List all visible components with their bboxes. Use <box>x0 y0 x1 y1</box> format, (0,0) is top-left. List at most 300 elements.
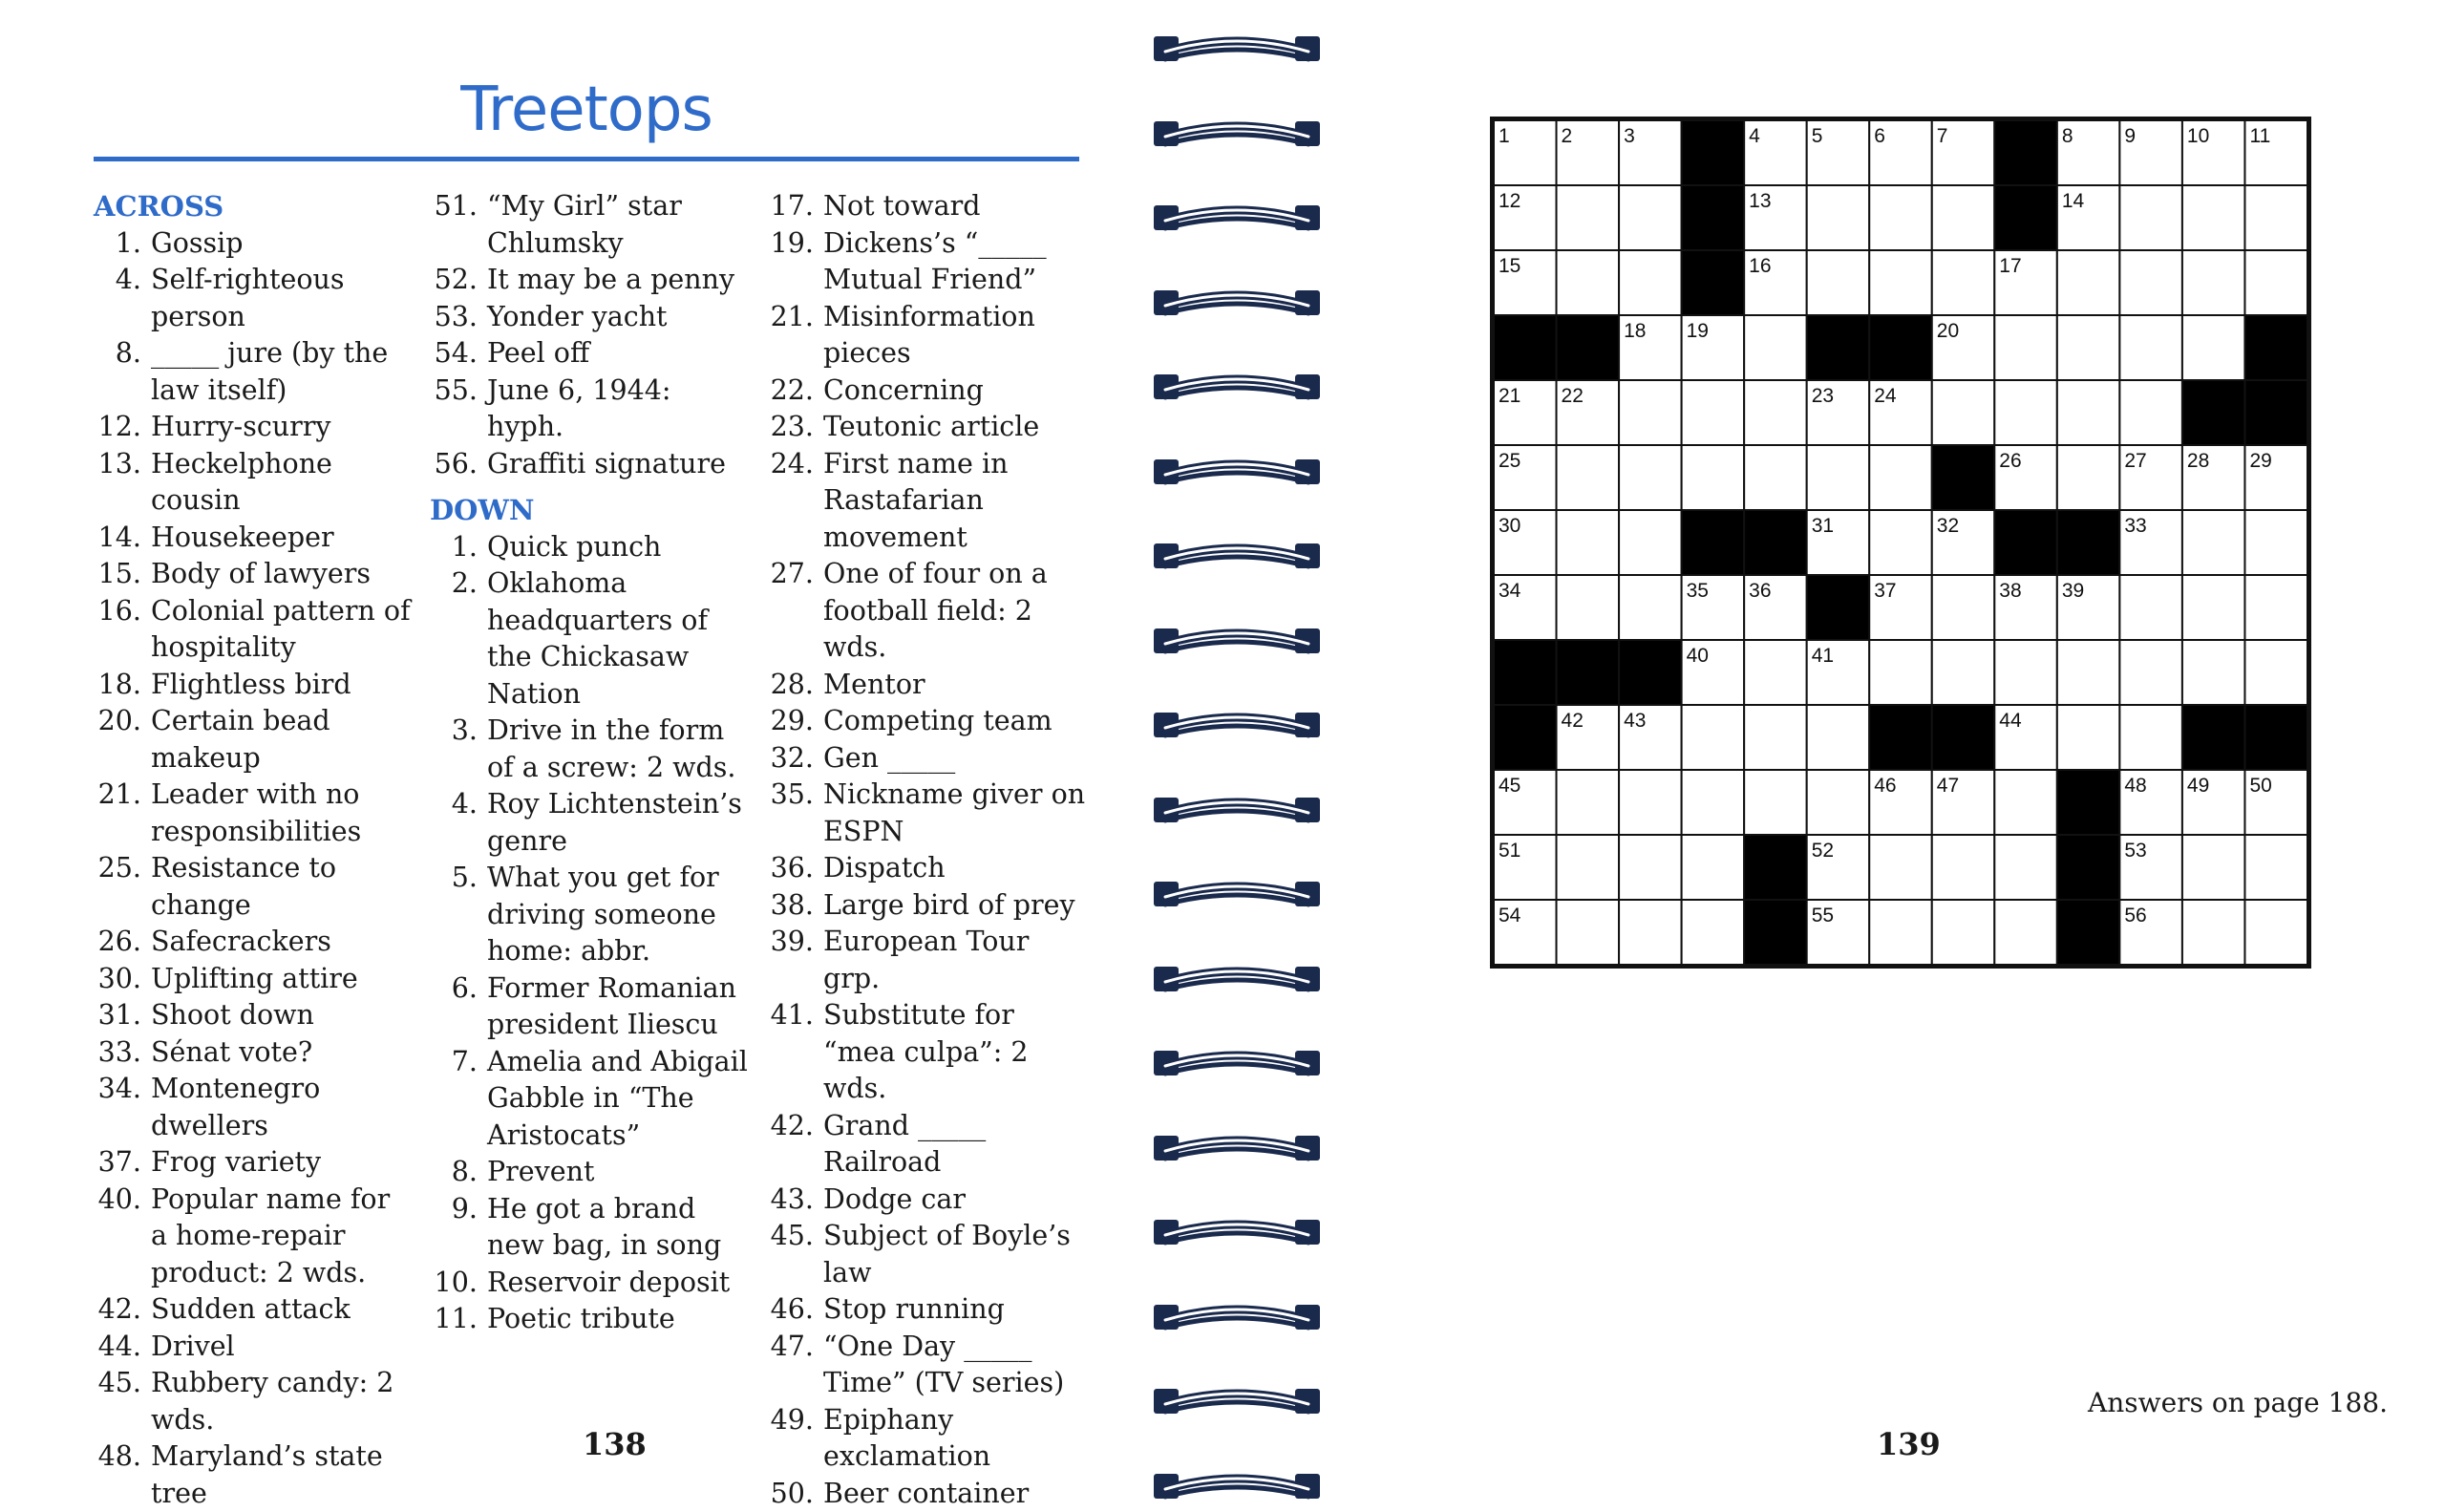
grid-cell[interactable] <box>1807 445 1870 510</box>
clues-column-3 <box>766 188 1091 1512</box>
clue-text: Drivel <box>151 1329 414 1366</box>
grid-cell[interactable] <box>1869 510 1932 575</box>
cell-number: 50 <box>2249 775 2271 797</box>
across-clue[interactable] <box>94 593 414 667</box>
cell-number: 19 <box>1687 320 1709 342</box>
cell-number: 51 <box>1499 840 1520 862</box>
clues-column-1 <box>94 188 414 1512</box>
clue-text: Large bird of prey <box>823 887 1091 925</box>
cell-number: 45 <box>1499 775 1520 797</box>
grid-block <box>1619 640 1682 705</box>
grid-cell[interactable] <box>2057 380 2120 445</box>
clue-number: 52. <box>430 262 487 299</box>
down-clue[interactable] <box>766 188 1091 225</box>
across-clue[interactable] <box>94 446 414 520</box>
down-clue[interactable] <box>430 565 755 713</box>
cell-number: 31 <box>1812 515 1834 537</box>
across-header: ACROSS <box>94 188 414 225</box>
clue-number: 35. <box>766 777 823 850</box>
across-clue[interactable] <box>94 1144 414 1182</box>
grid-cell[interactable] <box>2057 445 2120 510</box>
grid-cell[interactable] <box>2182 640 2245 705</box>
grid-cell[interactable] <box>2244 900 2307 965</box>
cell-number: 12 <box>1499 190 1520 212</box>
down-clue[interactable] <box>430 529 755 566</box>
clue-number: 9. <box>430 1191 487 1265</box>
grid-cell[interactable] <box>1994 900 2057 965</box>
grid-cell[interactable] <box>2182 185 2245 250</box>
clue-text: Rubbery candy: 2 wds. <box>151 1365 414 1438</box>
title-divider <box>94 157 1079 161</box>
down-clue[interactable] <box>430 970 755 1044</box>
grid-cell[interactable] <box>1682 380 1745 445</box>
down-clue[interactable] <box>766 1291 1091 1329</box>
across-clue[interactable] <box>430 446 755 483</box>
cell-number: 16 <box>1749 255 1771 277</box>
across-clue[interactable] <box>430 188 755 262</box>
cell-number: 43 <box>1624 710 1646 732</box>
clue-number: 45. <box>94 1365 151 1438</box>
clue-text: Popular name for a home-repair product: 2 wds. <box>151 1182 414 1292</box>
grid-cell[interactable] <box>1932 380 1995 445</box>
across-clue[interactable] <box>94 703 414 777</box>
grid-cell[interactable] <box>2057 315 2120 380</box>
clue-number: 56. <box>430 446 487 483</box>
across-clue[interactable] <box>430 262 755 299</box>
across-clue[interactable] <box>430 299 755 336</box>
spiral-ring <box>1146 1383 1328 1417</box>
across-clue[interactable] <box>94 409 414 446</box>
clue-number: 16. <box>94 593 151 667</box>
grid-cell[interactable] <box>1869 250 1932 315</box>
across-clue[interactable] <box>94 1365 414 1438</box>
grid-block <box>2057 900 2120 965</box>
grid-block <box>1682 510 1745 575</box>
clue-number: 36. <box>766 850 823 887</box>
cell-number: 9 <box>2124 125 2136 147</box>
clue-text: Certain bead makeup <box>151 703 414 777</box>
grid-cell[interactable] <box>1994 380 2057 445</box>
clue-text: Roy Lichtenstein’s genre <box>487 786 755 860</box>
grid-cell[interactable] <box>1932 575 1995 640</box>
grid-cell[interactable] <box>1682 835 1745 900</box>
clue-text: He got a brand new bag, in song <box>487 1191 755 1265</box>
across-clue[interactable] <box>430 335 755 373</box>
down-clue[interactable] <box>766 446 1091 557</box>
across-clue[interactable] <box>94 520 414 557</box>
clue-text: Self-righteous person <box>151 262 414 335</box>
cell-number: 47 <box>1937 775 1959 797</box>
clue-number: 31. <box>94 997 151 1034</box>
cell-number: 3 <box>1624 125 1635 147</box>
grid-block <box>1994 185 2057 250</box>
grid-cell[interactable] <box>2244 575 2307 640</box>
down-clue[interactable] <box>766 924 1091 997</box>
grid-cell[interactable] <box>2057 250 2120 315</box>
across-clue[interactable] <box>430 373 755 446</box>
grid-cell[interactable] <box>1682 770 1745 835</box>
grid-cell[interactable] <box>1807 770 1870 835</box>
clue-number: 43. <box>766 1182 823 1219</box>
down-clue[interactable] <box>766 777 1091 850</box>
grid-cell[interactable] <box>2057 705 2120 770</box>
clue-number: 8. <box>430 1154 487 1191</box>
down-clue[interactable] <box>766 850 1091 887</box>
clue-number: 54. <box>430 335 487 373</box>
clue-number: 4. <box>94 262 151 335</box>
grid-cell[interactable] <box>1869 185 1932 250</box>
across-clue[interactable] <box>94 777 414 850</box>
grid-cell[interactable] <box>1994 640 2057 705</box>
grid-block <box>1494 315 1557 380</box>
grid-cell[interactable] <box>1557 185 1620 250</box>
cell-number: 35 <box>1687 580 1709 602</box>
cell-number: 11 <box>2249 125 2270 147</box>
clue-number: 39. <box>766 924 823 997</box>
grid-cell[interactable] <box>2119 380 2182 445</box>
grid-cell[interactable] <box>2182 900 2245 965</box>
clue-text: Body of lawyers <box>151 556 414 593</box>
grid-cell[interactable] <box>1994 770 2057 835</box>
across-clue[interactable] <box>94 1438 414 1512</box>
cell-number: 30 <box>1499 515 1520 537</box>
clue-text: Misinformation pieces <box>823 299 1091 373</box>
grid-cell[interactable] <box>1932 185 1995 250</box>
down-clue[interactable] <box>430 786 755 860</box>
clue-text: Graffiti signature <box>487 446 755 483</box>
clue-number: 28. <box>766 667 823 704</box>
clue-text: Oklahoma headquarters of the Chickasaw Nation <box>487 565 755 713</box>
grid-cell[interactable] <box>1744 445 1807 510</box>
grid-cell[interactable] <box>1807 705 1870 770</box>
across-clue[interactable] <box>94 1034 414 1072</box>
clue-text: Heckelphone cousin <box>151 446 414 520</box>
clue-text: Reservoir deposit <box>487 1265 755 1302</box>
clues-column-2 <box>430 188 755 1338</box>
grid-cell[interactable] <box>1869 640 1932 705</box>
grid-cell[interactable] <box>2119 575 2182 640</box>
grid-cell[interactable] <box>2182 315 2245 380</box>
across-clue[interactable] <box>94 667 414 704</box>
grid-cell[interactable] <box>1744 315 1807 380</box>
clue-text: What you get for driving someone home: abbr. <box>487 860 755 970</box>
cell-number: 24 <box>1874 385 1897 407</box>
cell-number: 28 <box>2187 450 2209 472</box>
cell-number: 37 <box>1874 580 1896 602</box>
clue-text: Safecrackers <box>151 924 414 961</box>
grid-cell[interactable] <box>1682 705 1745 770</box>
down-clue[interactable] <box>430 1265 755 1302</box>
clue-number: 29. <box>766 703 823 740</box>
grid-block <box>1557 315 1620 380</box>
across-clue[interactable] <box>94 335 414 409</box>
clue-text: Grand _____ Railroad <box>823 1108 1091 1182</box>
grid-cell[interactable] <box>2244 185 2307 250</box>
cell-number: 49 <box>2187 775 2209 797</box>
grid-block <box>1869 705 1932 770</box>
grid-block <box>2244 380 2307 445</box>
clue-text: Dickens’s “_____ Mutual Friend” <box>823 225 1091 299</box>
down-clue[interactable] <box>766 740 1091 777</box>
clue-text: Housekeeper <box>151 520 414 557</box>
clue-number: 21. <box>766 299 823 373</box>
clue-number: 32. <box>766 740 823 777</box>
grid-cell[interactable] <box>1744 380 1807 445</box>
grid-cell[interactable] <box>2119 185 2182 250</box>
grid-cell[interactable] <box>1744 770 1807 835</box>
clue-text: One of four on a football field: 2 wds. <box>823 556 1091 667</box>
down-clue[interactable] <box>766 225 1091 299</box>
grid-block <box>1557 640 1620 705</box>
right-page-number: 139 <box>1877 1426 1941 1462</box>
grid-cell[interactable] <box>2182 835 2245 900</box>
clue-number: 55. <box>430 373 487 446</box>
spiral-ring <box>1146 31 1328 65</box>
grid-block <box>2057 510 2120 575</box>
clue-number: 7. <box>430 1044 487 1155</box>
down-clue[interactable] <box>430 1301 755 1338</box>
clue-number: 40. <box>94 1182 151 1292</box>
clue-number: 17. <box>766 188 823 225</box>
down-clue[interactable] <box>766 703 1091 740</box>
clue-text: Sudden attack <box>151 1291 414 1329</box>
clue-text: Yonder yacht <box>487 299 755 336</box>
down-clue[interactable] <box>766 1218 1091 1291</box>
grid-cell[interactable] <box>1557 835 1620 900</box>
down-clue[interactable] <box>766 1329 1091 1402</box>
across-clue[interactable] <box>94 1329 414 1366</box>
cell-number: 33 <box>2124 515 2146 537</box>
grid-cell[interactable] <box>2057 640 2120 705</box>
clue-number: 44. <box>94 1329 151 1366</box>
clue-number: 11. <box>430 1301 487 1338</box>
cell-number: 6 <box>1874 125 1885 147</box>
grid-block <box>1869 315 1932 380</box>
clue-text: Poetic tribute <box>487 1301 755 1338</box>
spiral-ring <box>1146 623 1328 657</box>
clue-text: Sénat vote? <box>151 1034 414 1072</box>
clue-number: 24. <box>766 446 823 557</box>
cell-number: 21 <box>1499 385 1520 407</box>
down-clue[interactable] <box>766 409 1091 446</box>
grid-cell[interactable] <box>1744 640 1807 705</box>
cell-number: 23 <box>1812 385 1834 407</box>
grid-cell[interactable] <box>1619 900 1682 965</box>
down-clue[interactable] <box>766 373 1091 410</box>
grid-cell[interactable] <box>2182 250 2245 315</box>
cell-number: 53 <box>2124 840 2146 862</box>
cell-number: 17 <box>1999 255 2021 277</box>
clue-number: 48. <box>94 1438 151 1512</box>
grid-cell[interactable] <box>1557 510 1620 575</box>
cell-number: 54 <box>1499 905 1521 926</box>
clue-number: 21. <box>94 777 151 850</box>
clue-text: June 6, 1944: hyph. <box>487 373 755 446</box>
grid-cell[interactable] <box>1807 250 1870 315</box>
clue-number: 25. <box>94 850 151 924</box>
spiral-ring <box>1146 961 1328 995</box>
grid-cell[interactable] <box>2119 640 2182 705</box>
grid-cell[interactable] <box>1994 835 2057 900</box>
clue-text: Hurry-scurry <box>151 409 414 446</box>
down-clue[interactable] <box>766 556 1091 667</box>
clue-text: Leader with no responsibilities <box>151 777 414 850</box>
down-clue[interactable] <box>766 1108 1091 1182</box>
clue-text: Quick punch <box>487 529 755 566</box>
grid-cell[interactable] <box>1682 445 1745 510</box>
down-clue[interactable] <box>430 1044 755 1155</box>
clue-number: 27. <box>766 556 823 667</box>
down-clue[interactable] <box>766 1182 1091 1219</box>
across-clue[interactable] <box>94 997 414 1034</box>
grid-block <box>1807 575 1870 640</box>
cell-number: 22 <box>1562 385 1584 407</box>
cell-number: 34 <box>1499 580 1521 602</box>
grid-cell[interactable] <box>1869 900 1932 965</box>
clue-text: Gen _____ <box>823 740 1091 777</box>
across-clue[interactable] <box>94 262 414 335</box>
cell-number: 13 <box>1749 190 1771 212</box>
grid-cell[interactable] <box>1557 770 1620 835</box>
grid-cell[interactable] <box>1807 185 1870 250</box>
grid-cell[interactable] <box>1744 705 1807 770</box>
grid-block <box>1494 705 1557 770</box>
clue-text: Flightless bird <box>151 667 414 704</box>
cell-number: 20 <box>1937 320 1959 342</box>
clue-text: Uplifting attire <box>151 961 414 998</box>
cell-number: 39 <box>2062 580 2084 602</box>
grid-cell[interactable] <box>2182 575 2245 640</box>
cell-number: 26 <box>1999 450 2021 472</box>
grid-cell[interactable] <box>1869 445 1932 510</box>
spiral-ring <box>1146 538 1328 572</box>
grid-cell[interactable] <box>2182 510 2245 575</box>
clue-text: Shoot down <box>151 997 414 1034</box>
across-clue[interactable] <box>94 924 414 961</box>
across-clue[interactable] <box>94 850 414 924</box>
clue-text: Not toward <box>823 188 1091 225</box>
grid-cell[interactable] <box>1994 315 2057 380</box>
down-clue[interactable] <box>430 713 755 786</box>
spiral-ring <box>1146 454 1328 488</box>
grid-cell[interactable] <box>1557 250 1620 315</box>
spiral-ring <box>1146 707 1328 741</box>
clue-number: 45. <box>766 1218 823 1291</box>
grid-cell[interactable] <box>1682 900 1745 965</box>
grid-cell[interactable] <box>1557 575 1620 640</box>
grid-cell[interactable] <box>1932 835 1995 900</box>
clue-text: “One Day _____ Time” (TV series) <box>823 1329 1091 1402</box>
across-clue[interactable] <box>94 1071 414 1144</box>
cell-number: 25 <box>1499 450 1520 472</box>
grid-cell[interactable] <box>2119 705 2182 770</box>
grid-cell[interactable] <box>1932 250 1995 315</box>
grid-cell[interactable] <box>1869 835 1932 900</box>
cell-number: 32 <box>1937 515 1959 537</box>
clue-text: Dispatch <box>823 850 1091 887</box>
grid-cell[interactable] <box>2244 250 2307 315</box>
across-clue[interactable] <box>94 225 414 263</box>
grid-cell[interactable] <box>1557 445 1620 510</box>
down-clue[interactable] <box>766 667 1091 704</box>
grid-block <box>1744 900 1807 965</box>
clue-number: 53. <box>430 299 487 336</box>
down-clue[interactable] <box>766 299 1091 373</box>
clue-number: 42. <box>94 1291 151 1329</box>
clue-number: 13. <box>94 446 151 520</box>
down-clue[interactable] <box>766 997 1091 1108</box>
grid-block <box>1682 250 1745 315</box>
across-clue[interactable] <box>94 1182 414 1292</box>
down-clue[interactable] <box>766 1476 1091 1512</box>
grid-cell[interactable] <box>1619 445 1682 510</box>
grid-cell[interactable] <box>2119 250 2182 315</box>
grid-cell[interactable] <box>1619 185 1682 250</box>
cell-number: 8 <box>2062 125 2073 147</box>
grid-block <box>1932 445 1995 510</box>
clue-number: 41. <box>766 997 823 1108</box>
across-clue[interactable] <box>94 556 414 593</box>
grid-cell[interactable] <box>1619 770 1682 835</box>
down-clue[interactable] <box>430 1191 755 1265</box>
grid-cell[interactable] <box>1932 900 1995 965</box>
clue-number: 4. <box>430 786 487 860</box>
clue-text: “My Girl” star Chlumsky <box>487 188 755 262</box>
spiral-ring <box>1146 200 1328 234</box>
clue-text: First name in Rastafarian movement <box>823 446 1091 557</box>
clue-text: Former Romanian president Iliescu <box>487 970 755 1044</box>
spiral-ring <box>1146 1130 1328 1164</box>
cell-number: 38 <box>1999 580 2021 602</box>
clue-number: 50. <box>766 1476 823 1512</box>
clue-text: Amelia and Abigail Gabble in “The Aristocats” <box>487 1044 755 1155</box>
grid-block <box>2057 770 2120 835</box>
clue-text: Peel off <box>487 335 755 373</box>
grid-cell[interactable] <box>1557 900 1620 965</box>
cell-number: 46 <box>1874 775 1896 797</box>
cell-number: 48 <box>2124 775 2146 797</box>
grid-cell[interactable] <box>1619 575 1682 640</box>
clue-number: 34. <box>94 1071 151 1144</box>
spiral-ring <box>1146 876 1328 910</box>
grid-block <box>2244 705 2307 770</box>
down-clue[interactable] <box>430 1154 755 1191</box>
grid-cell[interactable] <box>1619 380 1682 445</box>
clue-text: Subject of Boyle’s law <box>823 1218 1091 1291</box>
grid-cell[interactable] <box>2244 835 2307 900</box>
down-clue[interactable] <box>766 1402 1091 1476</box>
cell-number: 56 <box>2124 905 2146 926</box>
across-clue[interactable] <box>94 1291 414 1329</box>
down-clue[interactable] <box>430 860 755 970</box>
grid-cell[interactable] <box>2244 640 2307 705</box>
grid-cell[interactable] <box>1619 510 1682 575</box>
down-clue[interactable] <box>766 887 1091 925</box>
across-clue[interactable] <box>94 961 414 998</box>
grid-cell[interactable] <box>1619 250 1682 315</box>
grid-cell[interactable] <box>2119 315 2182 380</box>
clue-number: 14. <box>94 520 151 557</box>
grid-cell[interactable] <box>1932 640 1995 705</box>
cell-number: 18 <box>1624 320 1646 342</box>
grid-cell[interactable] <box>1619 835 1682 900</box>
grid-cell[interactable] <box>2244 510 2307 575</box>
clue-number: 20. <box>94 703 151 777</box>
clue-number: 37. <box>94 1144 151 1182</box>
clue-text: Epiphany exclamation <box>823 1402 1091 1476</box>
puzzle-title: Treetops <box>94 75 1079 145</box>
clue-number: 2. <box>430 565 487 713</box>
